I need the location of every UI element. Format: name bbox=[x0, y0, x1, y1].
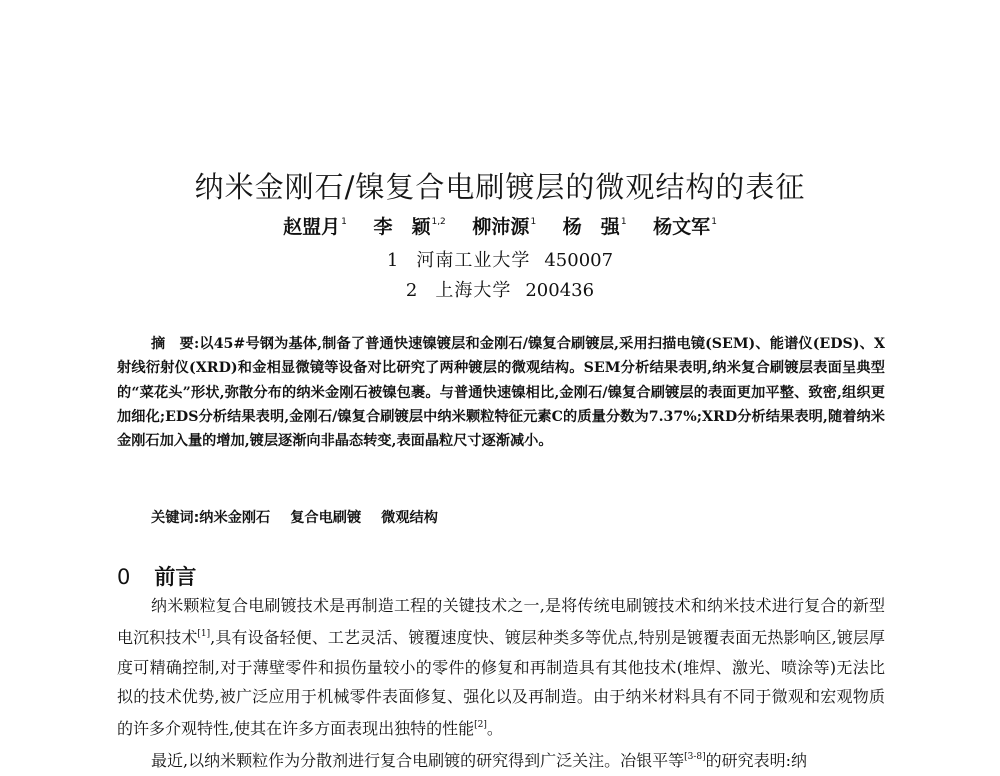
affiliation-number: 1 bbox=[386, 250, 399, 271]
abstract bbox=[117, 332, 885, 453]
body-text bbox=[117, 591, 885, 776]
author-name: 李 颖 bbox=[373, 216, 431, 238]
abstract-label: 摘 要 bbox=[151, 336, 194, 352]
author-affiliation-mark: 1 bbox=[620, 217, 627, 227]
author-affiliation-mark: 1 bbox=[341, 217, 347, 227]
author bbox=[283, 216, 347, 238]
section-number: 0 bbox=[117, 565, 131, 589]
keywords bbox=[151, 507, 458, 527]
affiliation-name: 河南工业大学 bbox=[416, 250, 531, 271]
keywords-label: 关键词: bbox=[151, 510, 200, 526]
author-name: 柳沛源 bbox=[472, 216, 530, 238]
author-name: 杨文军 bbox=[653, 216, 711, 238]
postal-code: 200436 bbox=[525, 280, 595, 301]
section-heading bbox=[117, 561, 196, 591]
affiliation-number: 2 bbox=[405, 280, 418, 301]
paragraph-text: 纳米颗粒复合电刷镀技术是再制造工程的关键技术之一,是将传统电刷镀技术和纳米技术进行复合的新型电沉积技术 bbox=[117, 596, 885, 648]
paragraph bbox=[117, 591, 885, 743]
author bbox=[653, 216, 717, 238]
citation: [2] bbox=[474, 720, 487, 731]
keyword: 复合电刷镀 bbox=[290, 510, 362, 526]
author-affiliation-mark: 1 bbox=[530, 217, 537, 227]
keyword: 微观结构 bbox=[381, 510, 438, 526]
paragraph-text: 的研究表明:纳 bbox=[705, 751, 808, 771]
paragraph-text: 最近,以纳米颗粒作为分散剂进行复合电刷镀的研究得到广泛关注。冶银平等 bbox=[151, 751, 685, 771]
paragraph-text: 。 bbox=[486, 719, 503, 739]
affiliation bbox=[0, 276, 1000, 302]
author bbox=[373, 216, 445, 238]
author-list bbox=[0, 212, 1000, 239]
citation: [3-8] bbox=[684, 752, 706, 763]
citation: [1] bbox=[197, 629, 211, 640]
abstract-text: :以45#号钢为基体,制备了普通快速镍镀层和金刚石/镍复合刷镀层,采用扫描电镜(SEM)、能谱仪(EDS)、X射线衍射仪(XRD)和金相显微镜等设备对比研究了两种镀层的微观结构。SEM分析结果表明,纳米复合刷镀层表面呈典型的“菜花头”形状,弥散分布的纳米金刚石被镍包裹。与普通快速镍相比,金刚石/镍复合刷镀层的表面更加平整、致密,组织更加细化;EDS分析结果表明,金刚石/镍复合刷镀层中纳米颗粒特征元素C的质量分数为7.37%;XRD分析结果表明,随着纳米金刚石加入量的增加,镀层逐渐向非晶态转变,表面晶粒尺寸逐渐减小。 bbox=[117, 336, 885, 450]
paragraph-text: ,具有设备轻便、工艺灵活、镀覆速度快、镀层种类多等优点,特别是镀覆表面无热影响区,镀层厚度可精确控制,对于薄壁零件和损伤量较小的零件的修复和再制造具有其他技术(堆焊、激光、喷涂等)无法比拟的技术优势,被广泛应用于机械零件表面修复、强化以及再制造。由于纳米材料具有不同于微观和宏观物质的许多介观特性,使其在许多方面表现出独特的性能 bbox=[117, 628, 885, 739]
affiliation-name: 上海大学 bbox=[435, 280, 512, 301]
author-affiliation-mark: 1 bbox=[711, 217, 717, 227]
author-name: 杨 强 bbox=[562, 216, 620, 238]
section-title: 前言 bbox=[154, 565, 197, 589]
author bbox=[472, 216, 536, 238]
keyword: 纳米金刚石 bbox=[199, 510, 271, 526]
author bbox=[563, 216, 627, 238]
paper-title: 纳米金刚石/镍复合电刷镀层的微观结构的表征 bbox=[194, 170, 806, 204]
postal-code: 450007 bbox=[544, 250, 614, 271]
affiliation bbox=[0, 246, 1000, 272]
author-name: 赵盟月 bbox=[283, 216, 341, 238]
author-affiliation-mark: 1,2 bbox=[431, 217, 446, 227]
